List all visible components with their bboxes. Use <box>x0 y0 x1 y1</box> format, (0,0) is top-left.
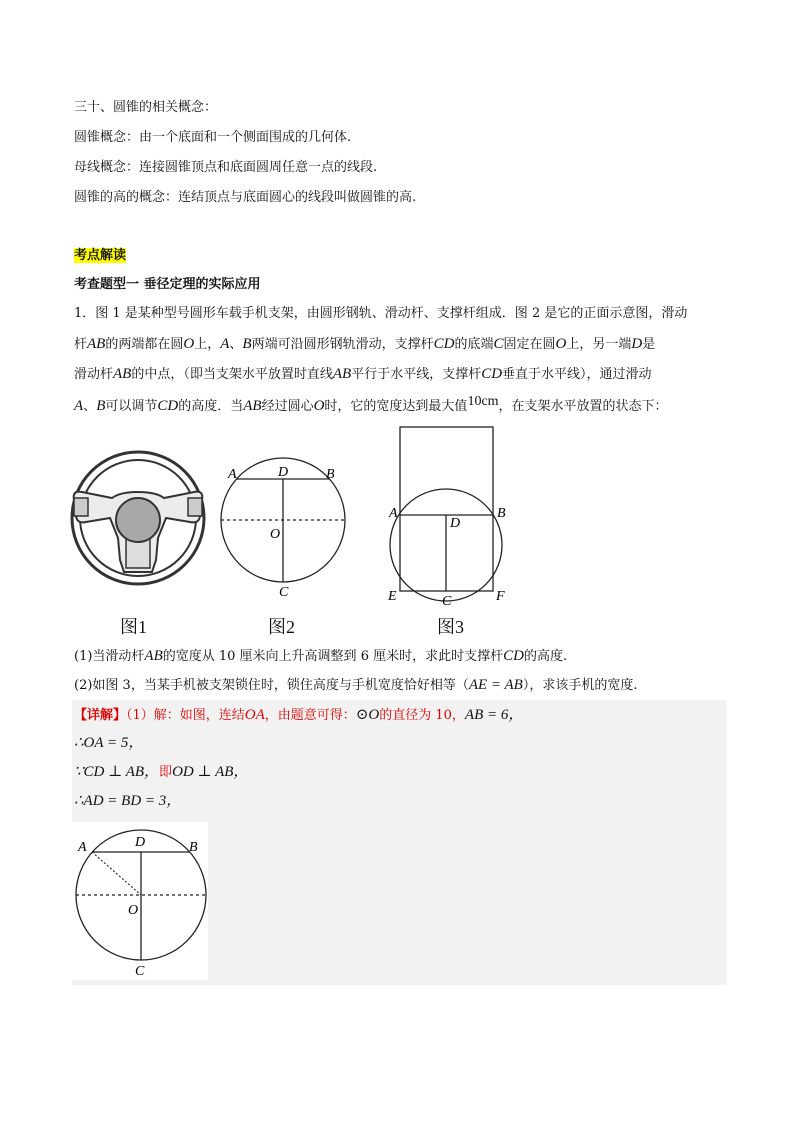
m: AE = AB <box>468 677 523 693</box>
section-label-text: 考点解读 <box>74 248 127 263</box>
t: 杆 <box>74 337 88 352</box>
t: 的高度. <box>523 649 568 664</box>
solution-diagram <box>72 822 208 980</box>
fig2-label-o: O <box>270 527 281 542</box>
sol-label-b: B <box>189 840 198 855</box>
m: A <box>74 398 84 414</box>
max-width-value: 10cm <box>467 394 499 409</box>
fig1-holder-illustration <box>72 452 204 584</box>
t: 上，另一端 <box>566 337 632 352</box>
fig3-label-c: C <box>442 594 452 609</box>
m: AB = 6， <box>464 707 524 723</box>
m: AB <box>87 336 106 352</box>
m: CD <box>433 336 455 352</box>
t: (1)当滑动杆 <box>74 649 145 664</box>
fig3-diagram <box>387 427 506 609</box>
t: 的底端 <box>454 337 494 352</box>
m: AB <box>144 648 163 664</box>
fig3-label-a: A <box>389 506 398 521</box>
m: D <box>631 336 643 352</box>
t: 、 <box>229 337 243 352</box>
solution-tag: 【详解】 <box>74 708 127 723</box>
t: 时，它的宽度达到最大值 <box>324 399 468 414</box>
t: 经过圆心 <box>261 399 314 414</box>
t: (2)如图 3，当某手机被支架锁住时，锁住高度与手机宽度恰好相等（ <box>74 678 469 693</box>
concepts-heading: 三十、圆锥的相关概念： <box>74 100 218 115</box>
m: AB <box>243 398 262 414</box>
fig3-label-f: F <box>496 589 505 604</box>
solution-line-1 <box>74 705 523 726</box>
fig3-label-e: E <box>388 589 397 604</box>
question-2 <box>74 675 637 696</box>
t: 的宽度从 10 厘米向上升高调整到 6 厘米时，求此时支撑杆 <box>162 649 504 664</box>
m: O <box>555 336 567 352</box>
t: 上， <box>194 337 221 352</box>
type-title: 考查题型一 垂径定理的实际应用 <box>74 277 261 292</box>
t: 两端可沿圆形钢轨滑动，支撑杆 <box>251 337 434 352</box>
sol-label-d: D <box>135 835 146 850</box>
fig2-label-c: C <box>279 585 289 600</box>
generatrix-definition: 母线概念：连接圆锥顶点和底面圆周任意一点的线段. <box>74 160 378 175</box>
sol-label-a: A <box>78 840 87 855</box>
problem-line-2 <box>74 334 655 355</box>
t: 垂直于水平线），通过滑动 <box>502 367 652 382</box>
m: OA <box>244 707 265 723</box>
m: ⊙O <box>355 707 380 723</box>
problem-line-4 <box>74 396 668 417</box>
t: 、 <box>83 399 97 414</box>
m: A <box>220 336 230 352</box>
m: B <box>96 398 106 414</box>
fig1-caption: 图1 <box>120 617 147 637</box>
m: O <box>313 398 325 414</box>
height-definition: 圆锥的高的概念：连结顶点与底面圆心的线段叫做圆锥的高. <box>74 190 417 205</box>
t: 的高度．当 <box>178 399 244 414</box>
fig2-caption: 图2 <box>268 617 295 637</box>
question-1 <box>74 646 567 667</box>
t: 平行于水平线，支撑杆 <box>351 367 482 382</box>
m: AB <box>332 366 352 382</box>
m: O <box>183 336 195 352</box>
m: CD <box>503 648 524 664</box>
t: ），求该手机的宽度. <box>522 678 638 693</box>
m: AB <box>113 366 132 382</box>
problem-line-1: 1．图 1 是某种型号圆形车载手机支架，由圆形钢轨、滑动杆、支撑杆组成．图 2 是它的正面示意图，滑动 <box>74 306 688 321</box>
fig2-label-a: A <box>228 467 237 482</box>
cone-definition: 圆锥概念：由一个底面和一个侧面围成的几何体. <box>74 130 352 145</box>
fig2-diagram <box>221 458 345 600</box>
problem-line-3 <box>74 364 652 385</box>
fig3-caption: 图3 <box>437 617 464 637</box>
m: C <box>493 336 504 352</box>
t: 的两端都在圆 <box>105 337 184 352</box>
fig2-label-b: B <box>326 467 335 482</box>
solution-line-4: ∴AD = BD = 3， <box>74 793 182 809</box>
t: （1）解：如图，连结 <box>126 708 245 723</box>
fig2-label-d: D <box>278 465 289 480</box>
sol-label-c: C <box>135 964 145 979</box>
t: ，由题意可得： <box>264 708 356 723</box>
fig3-label-d: D <box>450 516 461 531</box>
m: CD <box>481 366 503 382</box>
fig3-label-b: B <box>497 506 506 521</box>
m: ∵CD ⊥ AB， <box>74 764 160 780</box>
section-label <box>74 246 126 266</box>
t: 可以调节 <box>105 399 158 414</box>
t: ，在支架水平放置的状态下： <box>498 399 668 414</box>
m: CD <box>157 398 179 414</box>
t: 固定在圆 <box>503 337 556 352</box>
t: 的中点，（即当支架水平放置时直线 <box>131 367 333 382</box>
figures-row <box>60 420 620 630</box>
solution-line-2: ∴OA = 5， <box>74 735 144 751</box>
sol-label-o: O <box>128 903 139 918</box>
t: 是 <box>642 337 656 352</box>
t: 的直径为 10， <box>379 708 465 723</box>
t: 即 <box>159 765 173 780</box>
m: OD ⊥ AB， <box>172 764 249 780</box>
m: B <box>242 336 252 352</box>
solution-line-3 <box>74 762 248 783</box>
t: 滑动杆 <box>74 367 114 382</box>
